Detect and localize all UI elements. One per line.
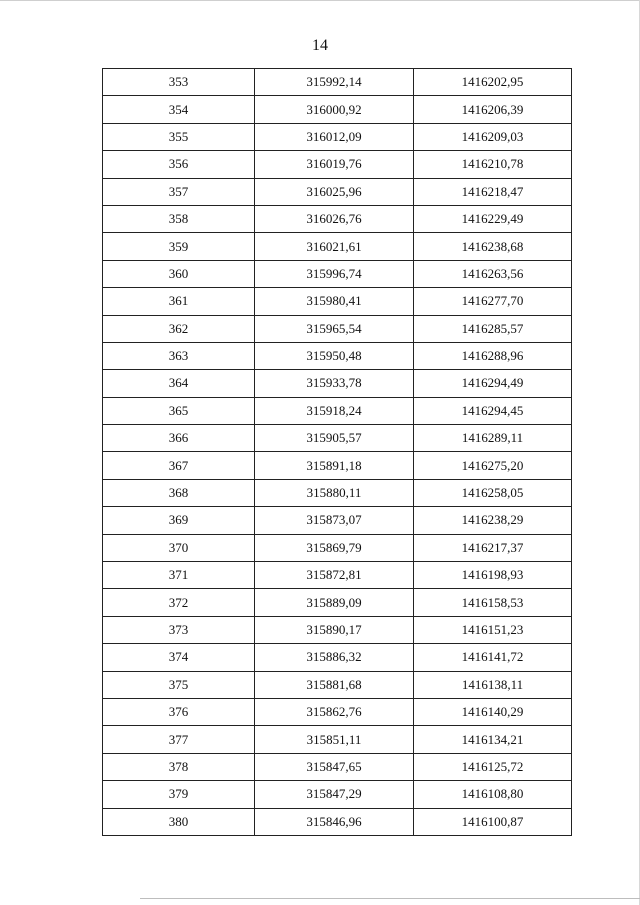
point-number-cell: 355 bbox=[103, 123, 255, 150]
x-coordinate-cell: 315847,29 bbox=[255, 781, 414, 808]
y-coordinate-cell: 1416275,20 bbox=[414, 452, 572, 479]
y-coordinate-cell: 1416285,57 bbox=[414, 315, 572, 342]
table-row bbox=[103, 452, 572, 479]
y-coordinate-cell: 1416294,45 bbox=[414, 397, 572, 424]
point-number-cell: 363 bbox=[103, 342, 255, 369]
x-coordinate-cell: 316019,76 bbox=[255, 151, 414, 178]
point-number-cell: 353 bbox=[103, 69, 255, 96]
y-coordinate-cell: 1416217,37 bbox=[414, 534, 572, 561]
point-number-cell: 359 bbox=[103, 233, 255, 260]
y-coordinate-cell: 1416288,96 bbox=[414, 342, 572, 369]
x-coordinate-cell: 316026,76 bbox=[255, 205, 414, 232]
table-row bbox=[103, 425, 572, 452]
y-coordinate-cell: 1416238,29 bbox=[414, 507, 572, 534]
page-edge-bottom bbox=[140, 898, 640, 899]
x-coordinate-cell: 315851,11 bbox=[255, 726, 414, 753]
y-coordinate-cell: 1416151,23 bbox=[414, 616, 572, 643]
point-number-cell: 380 bbox=[103, 808, 255, 835]
x-coordinate-cell: 315905,57 bbox=[255, 425, 414, 452]
point-number-cell: 369 bbox=[103, 507, 255, 534]
x-coordinate-cell: 316025,96 bbox=[255, 178, 414, 205]
x-coordinate-cell: 315891,18 bbox=[255, 452, 414, 479]
point-number-cell: 364 bbox=[103, 370, 255, 397]
y-coordinate-cell: 1416289,11 bbox=[414, 425, 572, 452]
y-coordinate-cell: 1416125,72 bbox=[414, 753, 572, 780]
table-row bbox=[103, 644, 572, 671]
y-coordinate-cell: 1416134,21 bbox=[414, 726, 572, 753]
point-number-cell: 377 bbox=[103, 726, 255, 753]
point-number-cell: 371 bbox=[103, 562, 255, 589]
x-coordinate-cell: 315965,54 bbox=[255, 315, 414, 342]
x-coordinate-cell: 315862,76 bbox=[255, 698, 414, 725]
point-number-cell: 357 bbox=[103, 178, 255, 205]
y-coordinate-cell: 1416206,39 bbox=[414, 96, 572, 123]
table-row bbox=[103, 178, 572, 205]
x-coordinate-cell: 315980,41 bbox=[255, 288, 414, 315]
x-coordinate-cell: 315950,48 bbox=[255, 342, 414, 369]
table-row bbox=[103, 698, 572, 725]
x-coordinate-cell: 316000,92 bbox=[255, 96, 414, 123]
table-row bbox=[103, 589, 572, 616]
table-row bbox=[103, 233, 572, 260]
x-coordinate-cell: 315886,32 bbox=[255, 644, 414, 671]
x-coordinate-cell: 315847,65 bbox=[255, 753, 414, 780]
table-row bbox=[103, 205, 572, 232]
y-coordinate-cell: 1416140,29 bbox=[414, 698, 572, 725]
x-coordinate-cell: 315880,11 bbox=[255, 479, 414, 506]
x-coordinate-cell: 315992,14 bbox=[255, 69, 414, 96]
point-number-cell: 361 bbox=[103, 288, 255, 315]
point-number-cell: 374 bbox=[103, 644, 255, 671]
point-number-cell: 362 bbox=[103, 315, 255, 342]
table-row bbox=[103, 69, 572, 96]
table-row bbox=[103, 507, 572, 534]
point-number-cell: 358 bbox=[103, 205, 255, 232]
x-coordinate-cell: 315872,81 bbox=[255, 562, 414, 589]
table-row bbox=[103, 96, 572, 123]
y-coordinate-cell: 1416198,93 bbox=[414, 562, 572, 589]
table-row bbox=[103, 781, 572, 808]
point-number-cell: 370 bbox=[103, 534, 255, 561]
point-number-cell: 368 bbox=[103, 479, 255, 506]
point-number-cell: 354 bbox=[103, 96, 255, 123]
y-coordinate-cell: 1416210,78 bbox=[414, 151, 572, 178]
table-row bbox=[103, 616, 572, 643]
table-row bbox=[103, 726, 572, 753]
x-coordinate-cell: 315881,68 bbox=[255, 671, 414, 698]
point-number-cell: 379 bbox=[103, 781, 255, 808]
table-row bbox=[103, 808, 572, 835]
coordinates-table-body bbox=[103, 69, 572, 836]
y-coordinate-cell: 1416202,95 bbox=[414, 69, 572, 96]
table-row bbox=[103, 123, 572, 150]
table-row bbox=[103, 671, 572, 698]
page-edge-top bbox=[0, 0, 640, 1]
y-coordinate-cell: 1416108,80 bbox=[414, 781, 572, 808]
table-row bbox=[103, 315, 572, 342]
x-coordinate-cell: 315918,24 bbox=[255, 397, 414, 424]
x-coordinate-cell: 315869,79 bbox=[255, 534, 414, 561]
table-row bbox=[103, 534, 572, 561]
y-coordinate-cell: 1416277,70 bbox=[414, 288, 572, 315]
point-number-cell: 378 bbox=[103, 753, 255, 780]
point-number-cell: 367 bbox=[103, 452, 255, 479]
point-number-cell: 366 bbox=[103, 425, 255, 452]
y-coordinate-cell: 1416218,47 bbox=[414, 178, 572, 205]
coordinates-table bbox=[102, 68, 572, 836]
y-coordinate-cell: 1416229,49 bbox=[414, 205, 572, 232]
y-coordinate-cell: 1416100,87 bbox=[414, 808, 572, 835]
table-row bbox=[103, 562, 572, 589]
point-number-cell: 373 bbox=[103, 616, 255, 643]
y-coordinate-cell: 1416138,11 bbox=[414, 671, 572, 698]
table-row bbox=[103, 260, 572, 287]
y-coordinate-cell: 1416263,56 bbox=[414, 260, 572, 287]
x-coordinate-cell: 315889,09 bbox=[255, 589, 414, 616]
point-number-cell: 376 bbox=[103, 698, 255, 725]
table-row bbox=[103, 753, 572, 780]
x-coordinate-cell: 315873,07 bbox=[255, 507, 414, 534]
y-coordinate-cell: 1416238,68 bbox=[414, 233, 572, 260]
point-number-cell: 372 bbox=[103, 589, 255, 616]
table-row bbox=[103, 342, 572, 369]
point-number-cell: 356 bbox=[103, 151, 255, 178]
x-coordinate-cell: 315846,96 bbox=[255, 808, 414, 835]
page-number: 14 bbox=[312, 37, 328, 54]
y-coordinate-cell: 1416141,72 bbox=[414, 644, 572, 671]
x-coordinate-cell: 315890,17 bbox=[255, 616, 414, 643]
table-row bbox=[103, 151, 572, 178]
point-number-cell: 360 bbox=[103, 260, 255, 287]
x-coordinate-cell: 315933,78 bbox=[255, 370, 414, 397]
y-coordinate-cell: 1416294,49 bbox=[414, 370, 572, 397]
table-row bbox=[103, 397, 572, 424]
y-coordinate-cell: 1416158,53 bbox=[414, 589, 572, 616]
point-number-cell: 365 bbox=[103, 397, 255, 424]
point-number-cell: 375 bbox=[103, 671, 255, 698]
table-row bbox=[103, 370, 572, 397]
y-coordinate-cell: 1416258,05 bbox=[414, 479, 572, 506]
x-coordinate-cell: 316021,61 bbox=[255, 233, 414, 260]
x-coordinate-cell: 316012,09 bbox=[255, 123, 414, 150]
x-coordinate-cell: 315996,74 bbox=[255, 260, 414, 287]
table-row bbox=[103, 288, 572, 315]
y-coordinate-cell: 1416209,03 bbox=[414, 123, 572, 150]
table-row bbox=[103, 479, 572, 506]
